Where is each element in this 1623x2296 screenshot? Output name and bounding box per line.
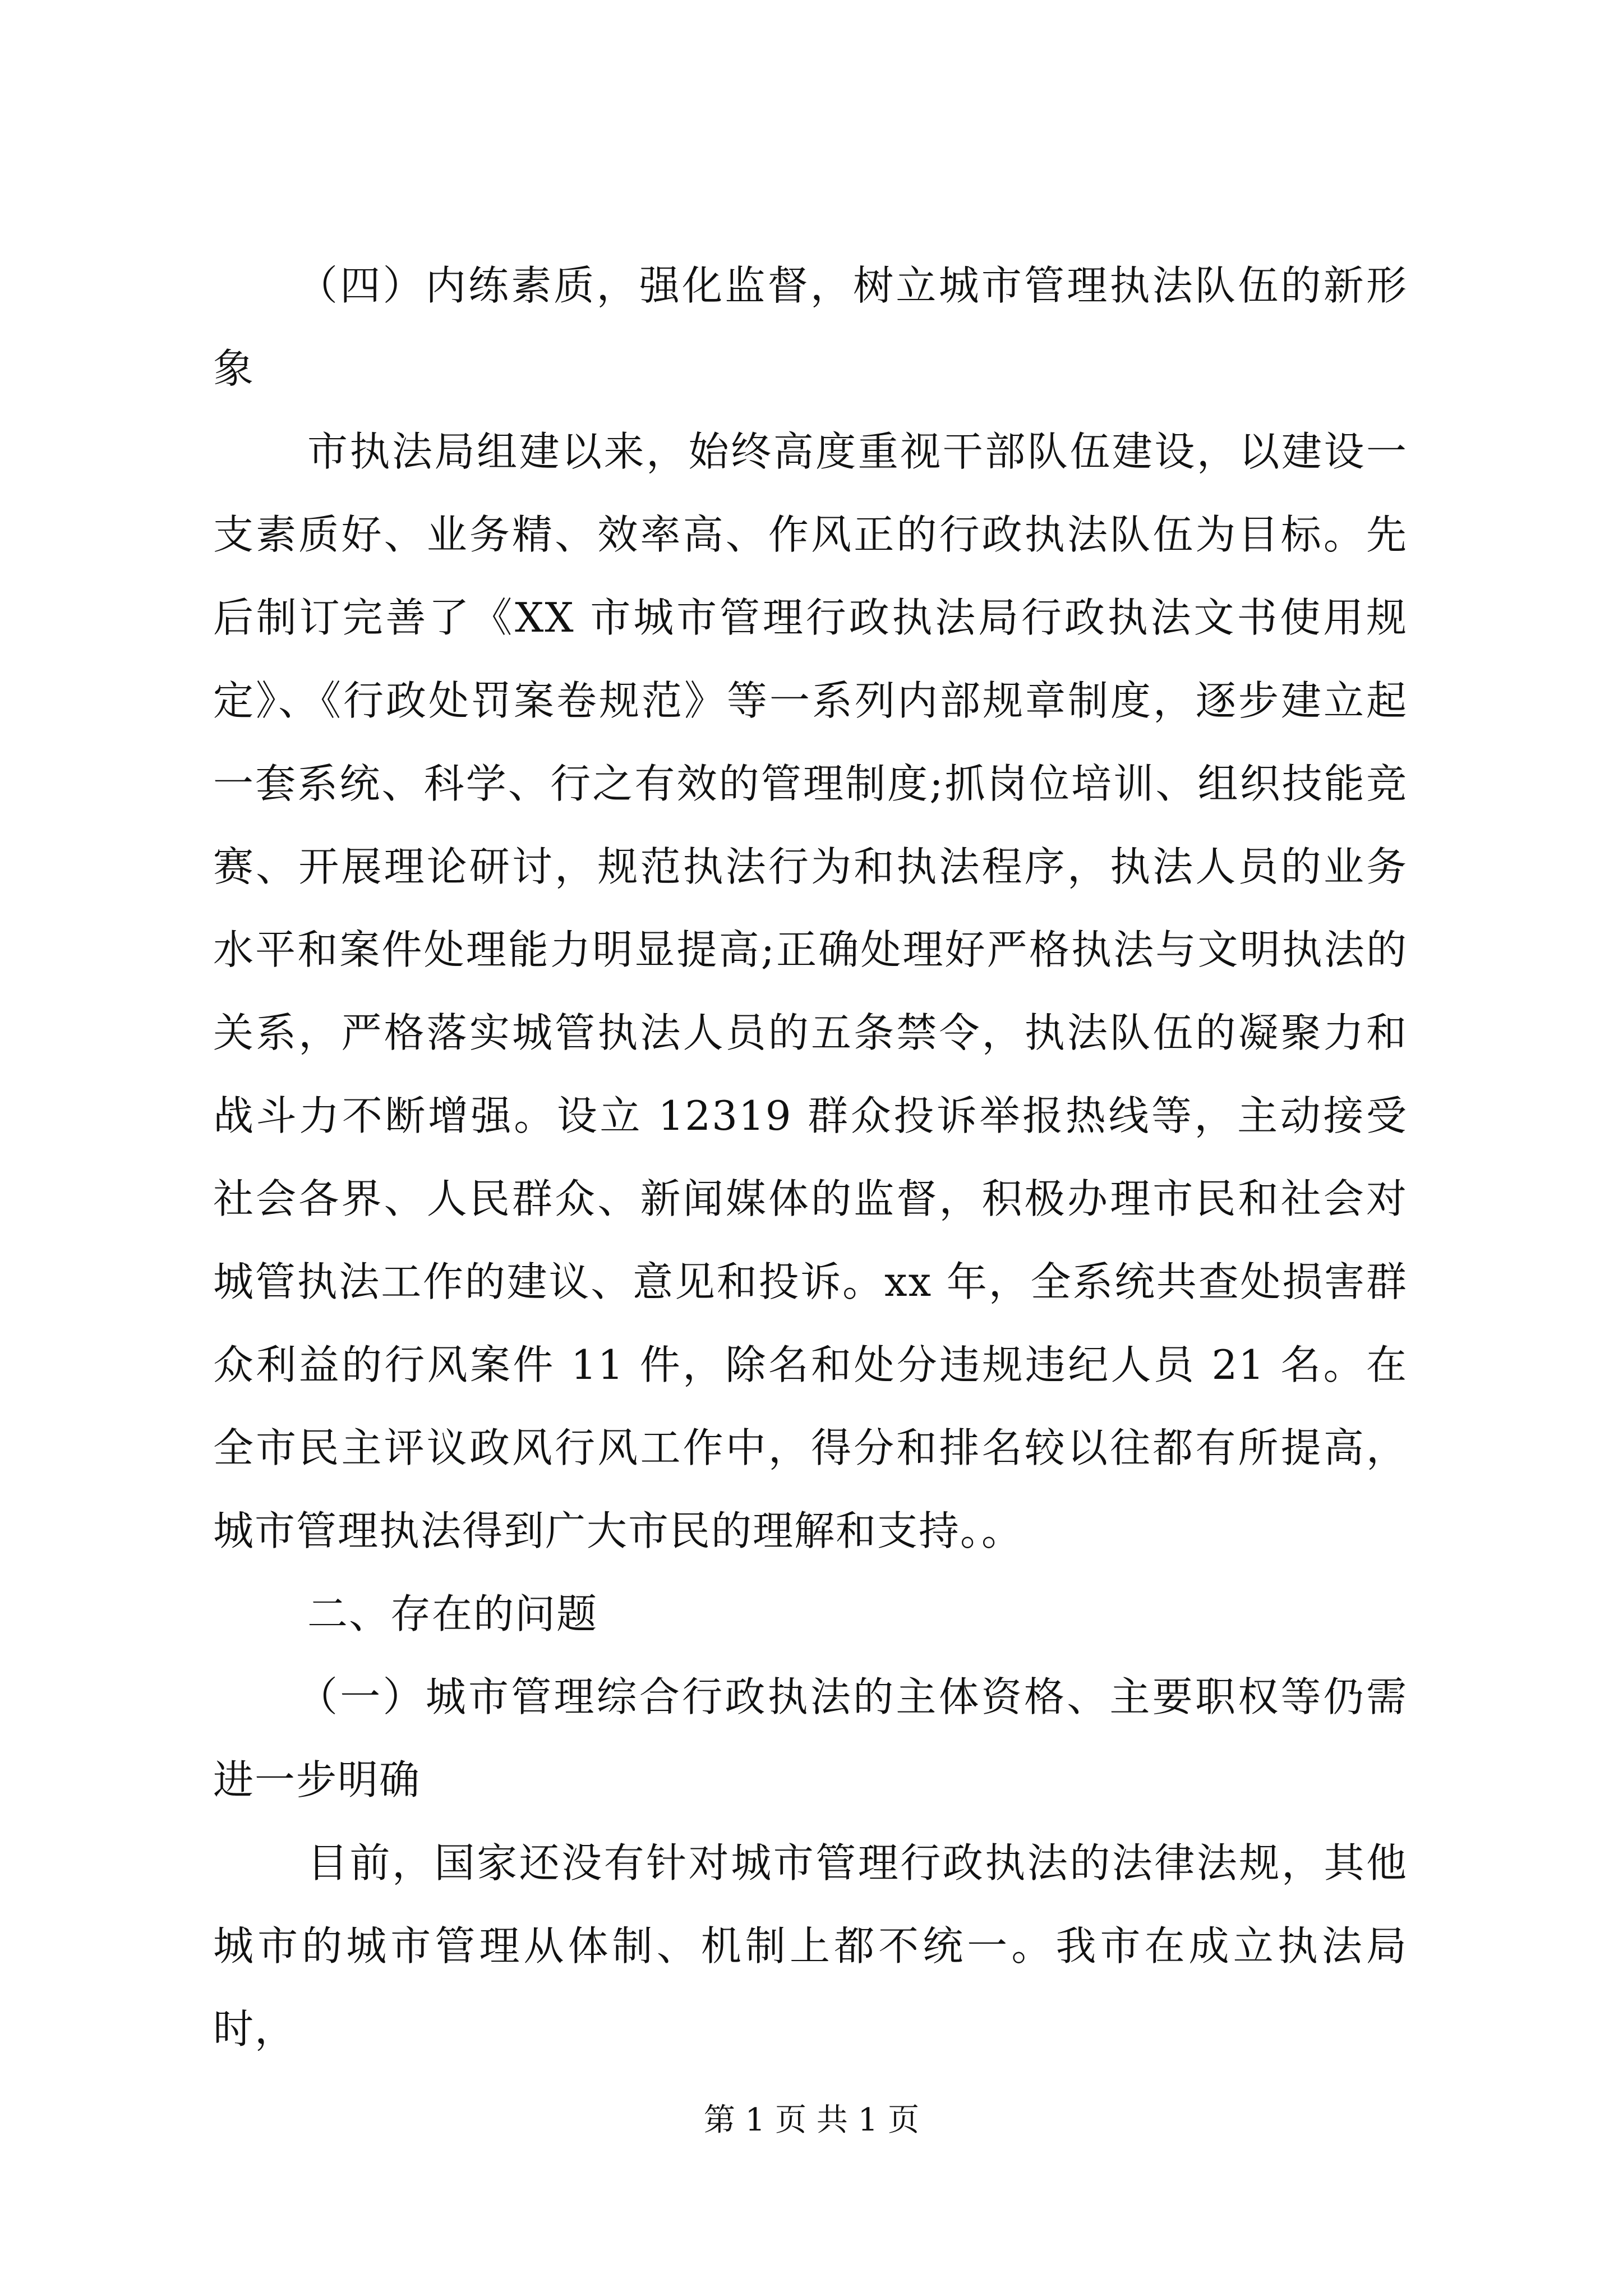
document-body — [213, 244, 1408, 2070]
body-paragraph-team-building: 市执法局组建以来，始终高度重视干部队伍建设，以建设一支素质好、业务精、效率高、作风正的行政执法队伍为目标。先后制订完善了《XX 市城市管理行政执法局行政执法文书使用规定》、《行政处罚案卷规范》等一系列内部规章制度，逐步建立起一套系统、科学、行之有效的管理制度;抓岗位培训、组织技能竞赛、开展理论研讨，规范执法行为和执法程序，执法人员的业务水平和案件处理能力明显提高;正确处理好严格执法与文明执法的关系，严格落实城管执法人员的五条禁令，执法队伍的凝聚力和战斗力不断增强。设立 12319 群众投诉举报热线等，主动接受社会各界、人民群众、新闻媒体的监督，积极办理市民和社会对城管执法工作的建议、意见和投诉。xx 年，全系统共查处损害群众利益的行风案件 11 件，除名和处分违规违纪人员 21 名。在全市民主评议政风行风工作中，得分和排名较以往都有所提高，城市管理执法得到广大市民的理解和支持。。 — [213, 428, 1408, 1554]
section-heading-problems: 二、存在的问题 — [307, 1590, 598, 1637]
section-heading-4: （四）内练素质，强化监督，树立城市管理执法队伍的新形象 — [213, 262, 1408, 392]
page-footer: 第 1 页 共 1 页 — [703, 2102, 920, 2138]
section-heading-1: （一）城市管理综合行政执法的主体资格、主要职权等仍需进一步明确 — [213, 1673, 1408, 1803]
body-paragraph-current-state: 目前，国家还没有针对城市管理行政执法的法律法规，其他城市的城市管理从体制、机制上都不统一。我市在成立执法局时， — [213, 1839, 1408, 2053]
